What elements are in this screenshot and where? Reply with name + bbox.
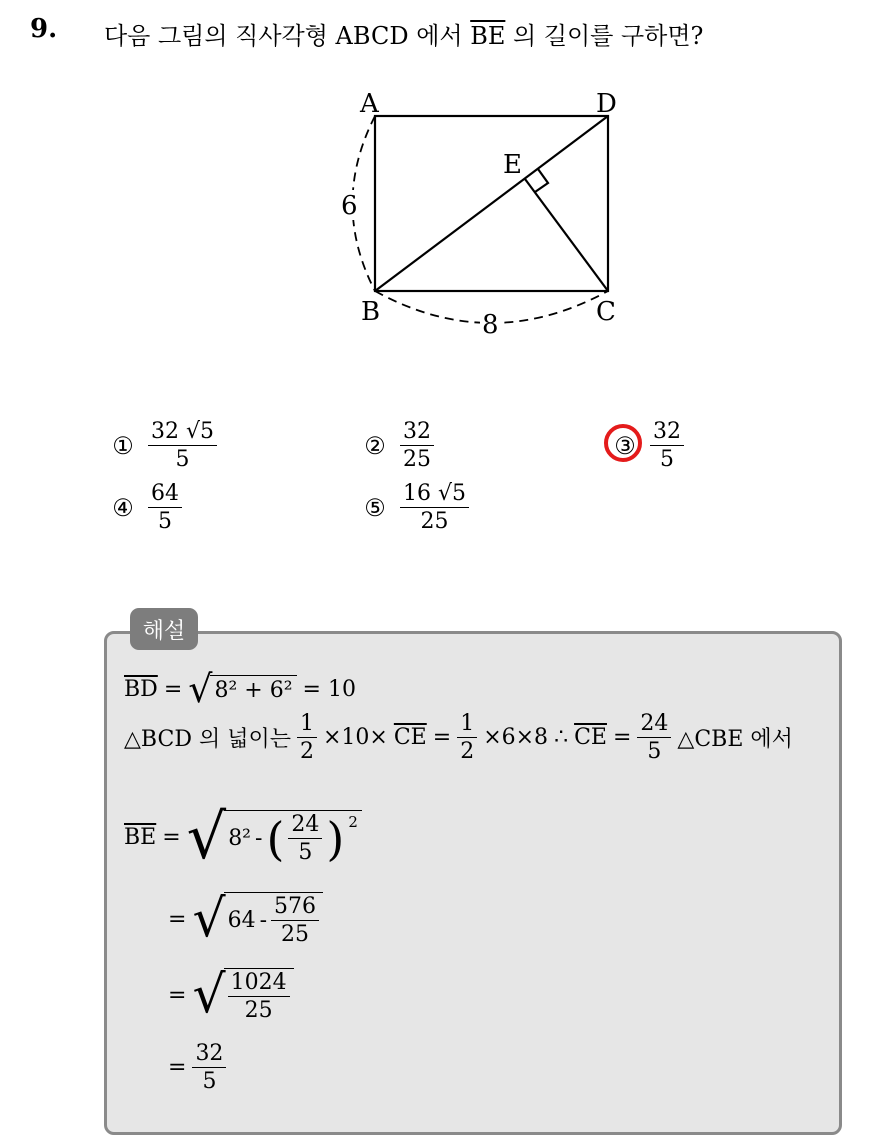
choice-mark: ②	[364, 431, 386, 460]
choice-fraction: $\frac{16 √5}{25}$	[400, 482, 469, 533]
solution-line-3: $\overline{BE}$ = √ 8² - ( $\frac{24}{5}$ ) $^2$	[124, 806, 362, 868]
label-a: A	[360, 89, 379, 119]
label-side-6: 6	[341, 191, 358, 221]
choice-fraction: $\frac{32}{25}$	[400, 420, 434, 471]
label-c: C	[596, 297, 616, 327]
question-text-after: 의 길이를 구하면?	[513, 22, 704, 50]
solution-line-4: = √ 64 - $\frac{576}{25}$	[168, 892, 323, 946]
choice-mark: ⑤	[364, 493, 386, 522]
right-angle-mark	[535, 169, 548, 192]
rectangle-figure	[0, 0, 884, 400]
segment-be: $\overline{BE}$	[470, 22, 506, 50]
choice-fraction: $\frac{64}{5}$	[148, 482, 182, 533]
choice-2[interactable]	[360, 420, 434, 471]
selected-circle-mark	[604, 424, 642, 462]
label-b: B	[361, 297, 381, 327]
choice-1[interactable]	[108, 420, 217, 471]
solution-tag: 해설	[130, 608, 198, 650]
solution-line-2: △BCD 의 넓이는 $\frac{1}{2}$ ×10× $\overline{CE}$ = $\frac{1}{2}$ ×6×8 ∴ $\overline{CE}$ = $\frac{24}{5}$ △CBE 에서	[124, 711, 793, 765]
choice-5[interactable]	[360, 482, 469, 533]
solution-line-6: = $\frac{32}{5}$	[168, 1042, 226, 1093]
choice-mark: ③	[610, 432, 640, 460]
perpendicular-ce	[525, 179, 608, 291]
solution-line-1: $\overline{BD}$ = √ 8² + 6² = 10	[124, 667, 356, 711]
question-text-before: 다음 그림의 직사각형 ABCD 에서	[104, 22, 463, 50]
choice-3[interactable]	[610, 420, 684, 471]
label-side-8: 8	[482, 310, 499, 340]
choice-mark: ④	[112, 493, 134, 522]
question-number: 9.	[30, 14, 58, 44]
diagonal-bd	[375, 116, 608, 291]
choice-fraction: $\frac{32 √5}{5}$	[148, 420, 217, 471]
choice-4[interactable]	[108, 482, 182, 533]
label-e: E	[503, 150, 522, 180]
choice-mark: ①	[112, 431, 134, 460]
label-d: D	[596, 89, 617, 119]
choice-fraction: $\frac{32}{5}$	[650, 420, 684, 471]
solution-line-5: = √ $\frac{1024}{25}$	[168, 968, 294, 1022]
